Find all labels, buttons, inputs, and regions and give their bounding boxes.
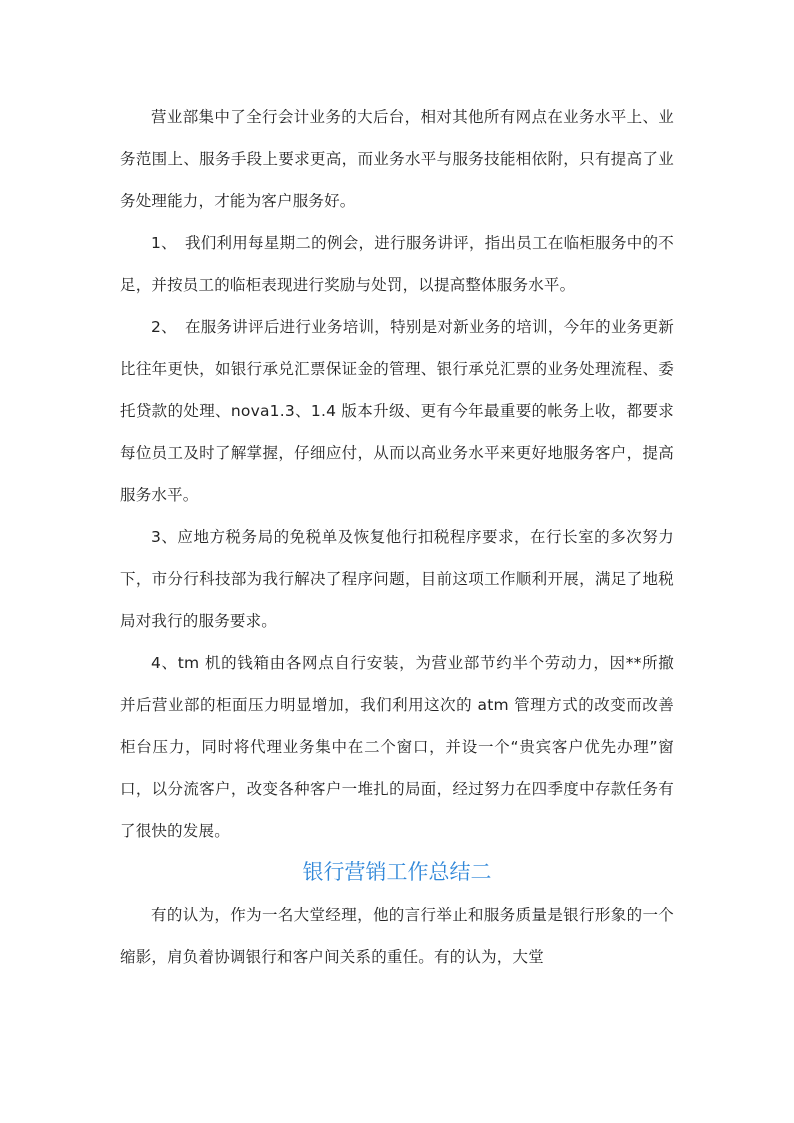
paragraph-item-4: 4、tm 机的钱箱由各网点自行安装，为营业部节约半个劳动力，因**所撤并后营业部的柜面压力明显增加，我们利用这次的 atm 管理方式的改变而改善柜台压力，同时将代理业务集中在二个窗口，并设一个“贵宾客户优先办理”窗口，以分流客户，改变各种客户一堆扎的局面，经过努力在四季度中存款任务有了很快的发展。 — [120, 654, 674, 840]
paragraph-intro: 营业部集中了全行会计业务的大后台，相对其他所有网点在业务水平上、业务范围上、服务手段上要求更高，而业务水平与服务技能相依附，只有提高了业务处理能力，才能为客户服务好。 — [120, 108, 674, 210]
paragraph-item-3: 3、应地方税务局的免税单及恢复他行扣税程序要求，在行长室的多次努力下，市分行科技部为我行解决了程序问题，目前这项工作顺利开展，满足了地税局对我行的服务要求。 — [120, 528, 674, 630]
paragraph-item-1: 1、 我们利用每星期二的例会，进行服务讲评，指出员工在临柜服务中的不足，并按员工的临柜表现进行奖励与处罚，以提高整体服务水平。 — [120, 234, 674, 294]
section-heading: 银行营销工作总结二 — [302, 860, 492, 884]
document-body — [120, 96, 674, 978]
paragraph-item-2: 2、 在服务讲评后进行业务培训，特别是对新业务的培训，今年的业务更新比往年更快，如银行承兑汇票保证金的管理、银行承兑汇票的业务处理流程、委托贷款的处理、nova1.3、1.4 版本升级、更有今年最重要的帐务上收，都要求每位员工及时了解掌握，仔细应付，从而以高业务水平来更好地服务客户，提高服务水平。 — [120, 318, 674, 504]
paragraph-section-2-intro: 有的认为，作为一名大堂经理，他的言行举止和服务质量是银行形象的一个缩影，肩负着协调银行和客户间关系的重任。有的认为，大堂 — [120, 906, 674, 966]
